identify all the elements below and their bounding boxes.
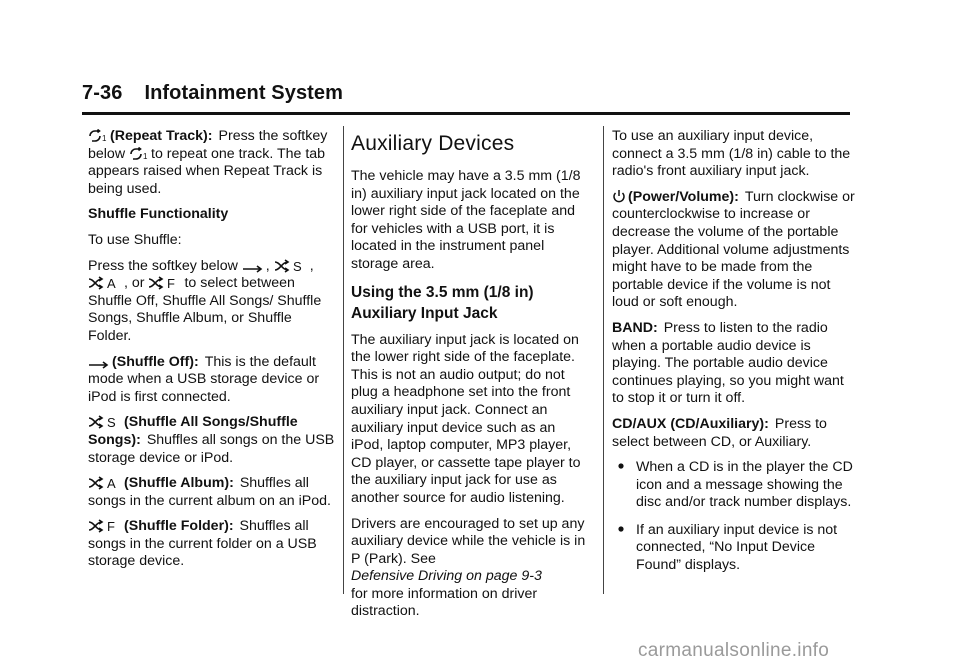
repeat-track-text-a: Press the softkey below	[88, 128, 328, 162]
shuffle-all-label: (Shuffle All Songs/Shuffle Songs):	[88, 414, 298, 448]
shuffle-off-text: This is the default mode when a USB storage device or iPod is first connected.	[88, 353, 320, 405]
column-1	[88, 128, 336, 579]
songs-letter-2: S	[107, 415, 116, 430]
drivers-tail: for more information on driver distraction.	[351, 585, 538, 620]
repeat-track-text-b: to repeat one track. The tab appears raised when Repeat Track is being used.	[88, 145, 326, 197]
comma-1: ,	[265, 257, 270, 274]
column-2	[351, 128, 589, 629]
shuffle-folder-text: Shuffles all songs in the current folder on a USB storage device.	[88, 518, 317, 570]
power-icon	[612, 189, 626, 204]
band-paragraph	[612, 320, 856, 408]
jack-paragraph: The auxiliary input jack is located on the lower right side of the faceplate. This is not an audio output; do not plug a headphone set into the front auxiliary input jack. Connect an auxiliary input device such as an iPod, laptop computer, MP3 player, CD player, or cassette tape player to the auxiliary input jack for use as another source for audio listening.	[351, 331, 581, 506]
repeat-one-icon-inline	[129, 147, 149, 161]
repeat-digit-inline: 1	[143, 151, 148, 161]
shuffle-all-text: Shuffles all songs on the USB storage device or iPod.	[88, 431, 335, 466]
aux-use-paragraph: To use an auxiliary input device, connect a 3.5 mm (1/8 in) cable to the radio's front auxiliary input jack.	[612, 128, 851, 180]
cdaux-label: CD/AUX (CD/Auxiliary):	[612, 415, 769, 432]
songs-letter: S	[292, 258, 302, 273]
or-text: , or	[124, 275, 145, 292]
shuffle-folder-paragraph	[88, 518, 336, 571]
shuffle-album-paragraph	[88, 475, 336, 510]
power-label: (Power/Volume):	[628, 188, 739, 205]
shuffle-folder-icon	[148, 276, 182, 290]
page-header	[82, 82, 850, 115]
page-number: 7-36	[82, 82, 123, 104]
power-paragraph	[612, 189, 856, 312]
shuffle-press-paragraph	[88, 258, 336, 346]
shuffle-songs-icon-2	[88, 415, 122, 429]
defensive-driving-link[interactable]: Defensive Driving on page 9-3	[351, 568, 542, 585]
repeat-one-icon	[88, 129, 108, 143]
comma-2: ,	[309, 257, 314, 274]
album-letter: A	[107, 276, 116, 291]
shuffle-album-label: (Shuffle Album):	[124, 475, 234, 492]
shuffle-album-icon-2	[88, 476, 122, 490]
folder-letter-2: F	[107, 519, 115, 534]
shuffle-off-paragraph	[88, 354, 336, 407]
bullet-text-1: When a CD is in the player the CD icon and a message showing the disc and/or track number displays.	[636, 459, 853, 511]
repeat-track-label: (Repeat Track):	[110, 128, 213, 144]
column-divider-2	[603, 126, 604, 594]
shuffle-album-icon	[88, 276, 122, 290]
shuffle-all-paragraph	[88, 414, 336, 467]
shuffle-off-label: (Shuffle Off):	[112, 353, 199, 370]
band-label: BAND:	[612, 319, 658, 336]
list-item	[612, 459, 856, 512]
column-3	[612, 128, 856, 585]
chapter-title: Infotainment System	[144, 82, 344, 104]
press-intro-text: Press the softkey below	[88, 257, 238, 274]
shuffle-folder-label: (Shuffle Folder):	[124, 518, 234, 535]
band-text: Press to listen to the radio when a portable audio device is playing. The portable audio device continues playing, so you might want to stop it or turn it off.	[612, 319, 844, 407]
bullet-icon	[618, 523, 626, 545]
repeat-track-paragraph	[88, 128, 336, 198]
list-item	[612, 522, 856, 575]
shuffle-album-text: Shuffles all songs in the current album on an iPod.	[88, 475, 331, 509]
shuffle-off-arrow-icon	[242, 261, 264, 273]
album-letter-2: A	[107, 476, 116, 491]
bullet-list	[612, 459, 856, 575]
shuffle-heading: Shuffle Functionality	[88, 206, 229, 223]
header-title-row	[82, 82, 850, 105]
drivers-paragraph	[351, 516, 589, 622]
watermark: carmanualsonline.info	[638, 640, 830, 661]
cdaux-text: Press to select between CD, or Auxiliary.	[612, 415, 827, 450]
drivers-text: Drivers are encouraged to set up any auxiliary device while the vehicle is in P (Park). See	[351, 515, 586, 567]
bullet-text-2: If an auxiliary input device is not connected, “No Input Device Found” displays.	[636, 521, 838, 574]
shuffle-folder-icon-2	[88, 519, 122, 533]
select-text: to select between Shuffle Off, Shuffle All Songs/ Shuffle Songs, Shuffle Album, or Shuffle Folder.	[88, 275, 322, 344]
subsection-heading: Using the 3.5 mm (1/8 in) Auxiliary Input Jack	[351, 283, 534, 322]
bullet-icon	[618, 460, 626, 482]
repeat-digit: 1	[102, 134, 107, 143]
header-rule	[82, 112, 850, 115]
shuffle-songs-icon	[274, 259, 308, 273]
to-use-shuffle: To use Shuffle:	[88, 231, 182, 248]
column-divider-1	[343, 126, 344, 594]
cdaux-paragraph	[612, 416, 856, 451]
power-text: Turn clockwise or counterclockwise to increase or decrease the volume of the portable player. Additional volume adjustments might have to be made from the portable device if the volume is not loud or soft enough.	[612, 188, 855, 311]
shuffle-off-arrow-icon-2	[88, 357, 110, 369]
folder-letter: F	[167, 276, 176, 291]
section-heading: Auxiliary Devices	[351, 132, 515, 155]
aux-intro-paragraph: The vehicle may have a 3.5 mm (1/8 in) auxiliary input jack located on the lower right side of the faceplate and for vehicles with a USB port, it is located in the instrument panel storage area.	[351, 168, 581, 272]
